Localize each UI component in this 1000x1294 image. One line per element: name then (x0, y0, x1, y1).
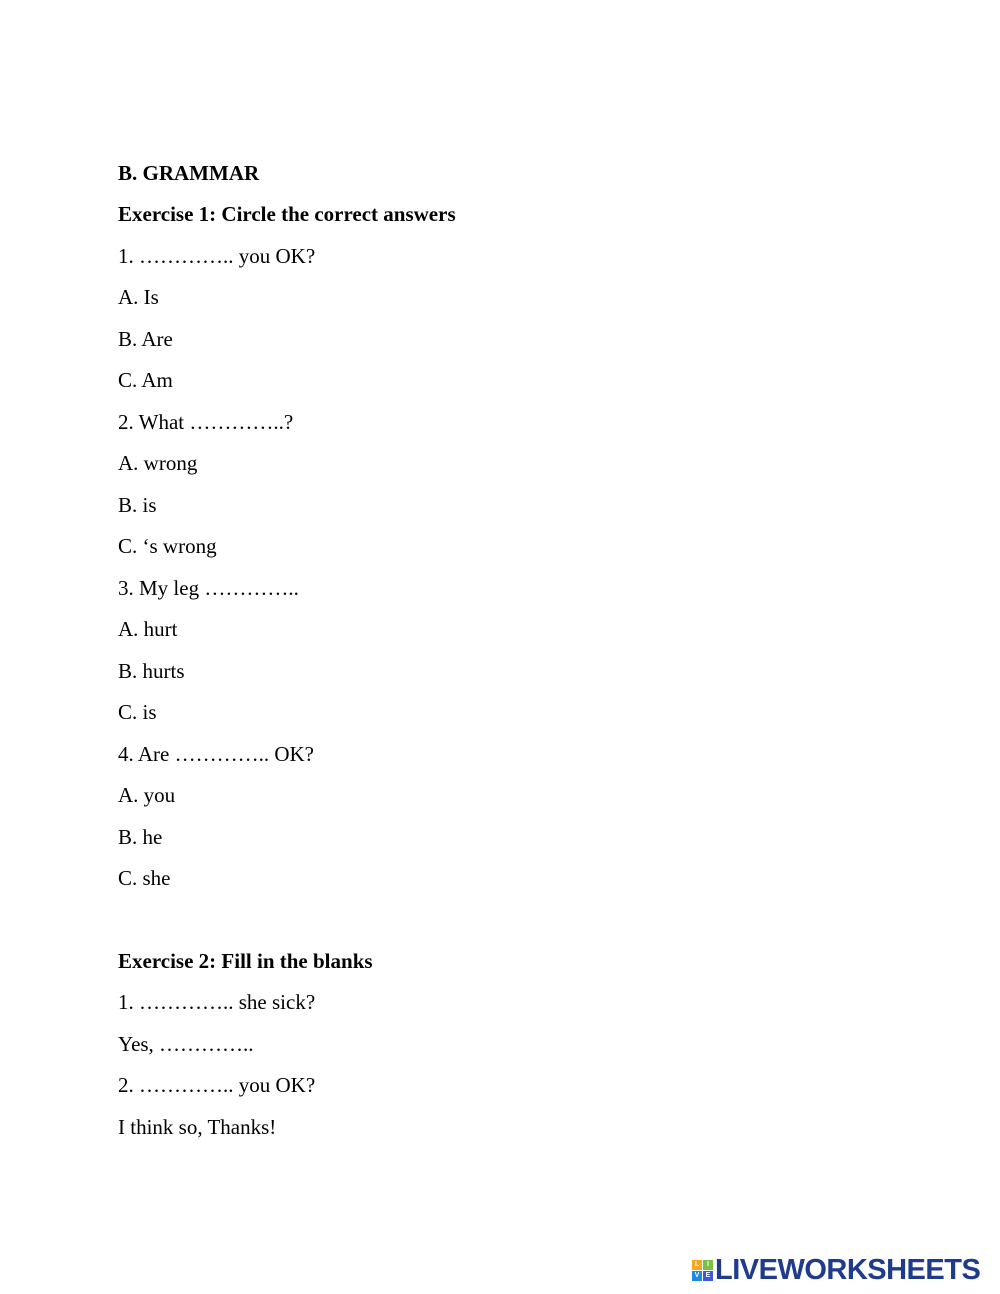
exercise-2-title: Exercise 2: Fill in the blanks (118, 949, 373, 973)
section-title: B. GRAMMAR (118, 161, 260, 185)
ex1-q1-option-b[interactable]: B. Are (118, 327, 173, 351)
ex1-q4-option-a[interactable]: A. you (118, 783, 176, 807)
ex2-line-1[interactable]: 1. ………….. she sick? (118, 990, 316, 1014)
ex1-q1-stem: 1. ………….. you OK? (118, 244, 316, 268)
logo-mark-l: L (692, 1260, 702, 1270)
ex1-q4-option-b[interactable]: B. he (118, 825, 163, 849)
ex2-line-2[interactable]: Yes, ………….. (118, 1032, 254, 1056)
ex1-q1-option-a[interactable]: A. Is (118, 285, 159, 309)
logo-mark-e: E (703, 1271, 713, 1281)
ex2-line-3[interactable]: 2. ………….. you OK? (118, 1073, 316, 1097)
logo-wordmark: LIVEWORKSHEETS (715, 1254, 981, 1286)
logo-mark-i: I (703, 1260, 713, 1270)
ex1-q2-stem: 2. What …………..? (118, 410, 294, 434)
ex1-q4-option-c[interactable]: C. she (118, 866, 171, 890)
ex1-q3-option-a[interactable]: A. hurt (118, 617, 178, 641)
ex1-q3-stem: 3. My leg ………….. (118, 576, 299, 600)
exercise-1-title: Exercise 1: Circle the correct answers (118, 202, 456, 226)
logo-mark-v: V (692, 1271, 702, 1281)
ex1-q4-stem: 4. Are ………….. OK? (118, 742, 314, 766)
liveworksheets-logo (692, 1255, 980, 1285)
ex1-q2-option-a[interactable]: A. wrong (118, 451, 198, 475)
ex1-q2-option-c[interactable]: C. ‘s wrong (118, 534, 217, 558)
ex1-q3-option-c[interactable]: C. is (118, 700, 157, 724)
logo-mark-icon (692, 1260, 713, 1281)
ex1-q1-option-c[interactable]: C. Am (118, 368, 173, 392)
ex1-q3-option-b[interactable]: B. hurts (118, 659, 185, 683)
ex1-q2-option-b[interactable]: B. is (118, 493, 157, 517)
ex2-line-4: I think so, Thanks! (118, 1115, 277, 1139)
